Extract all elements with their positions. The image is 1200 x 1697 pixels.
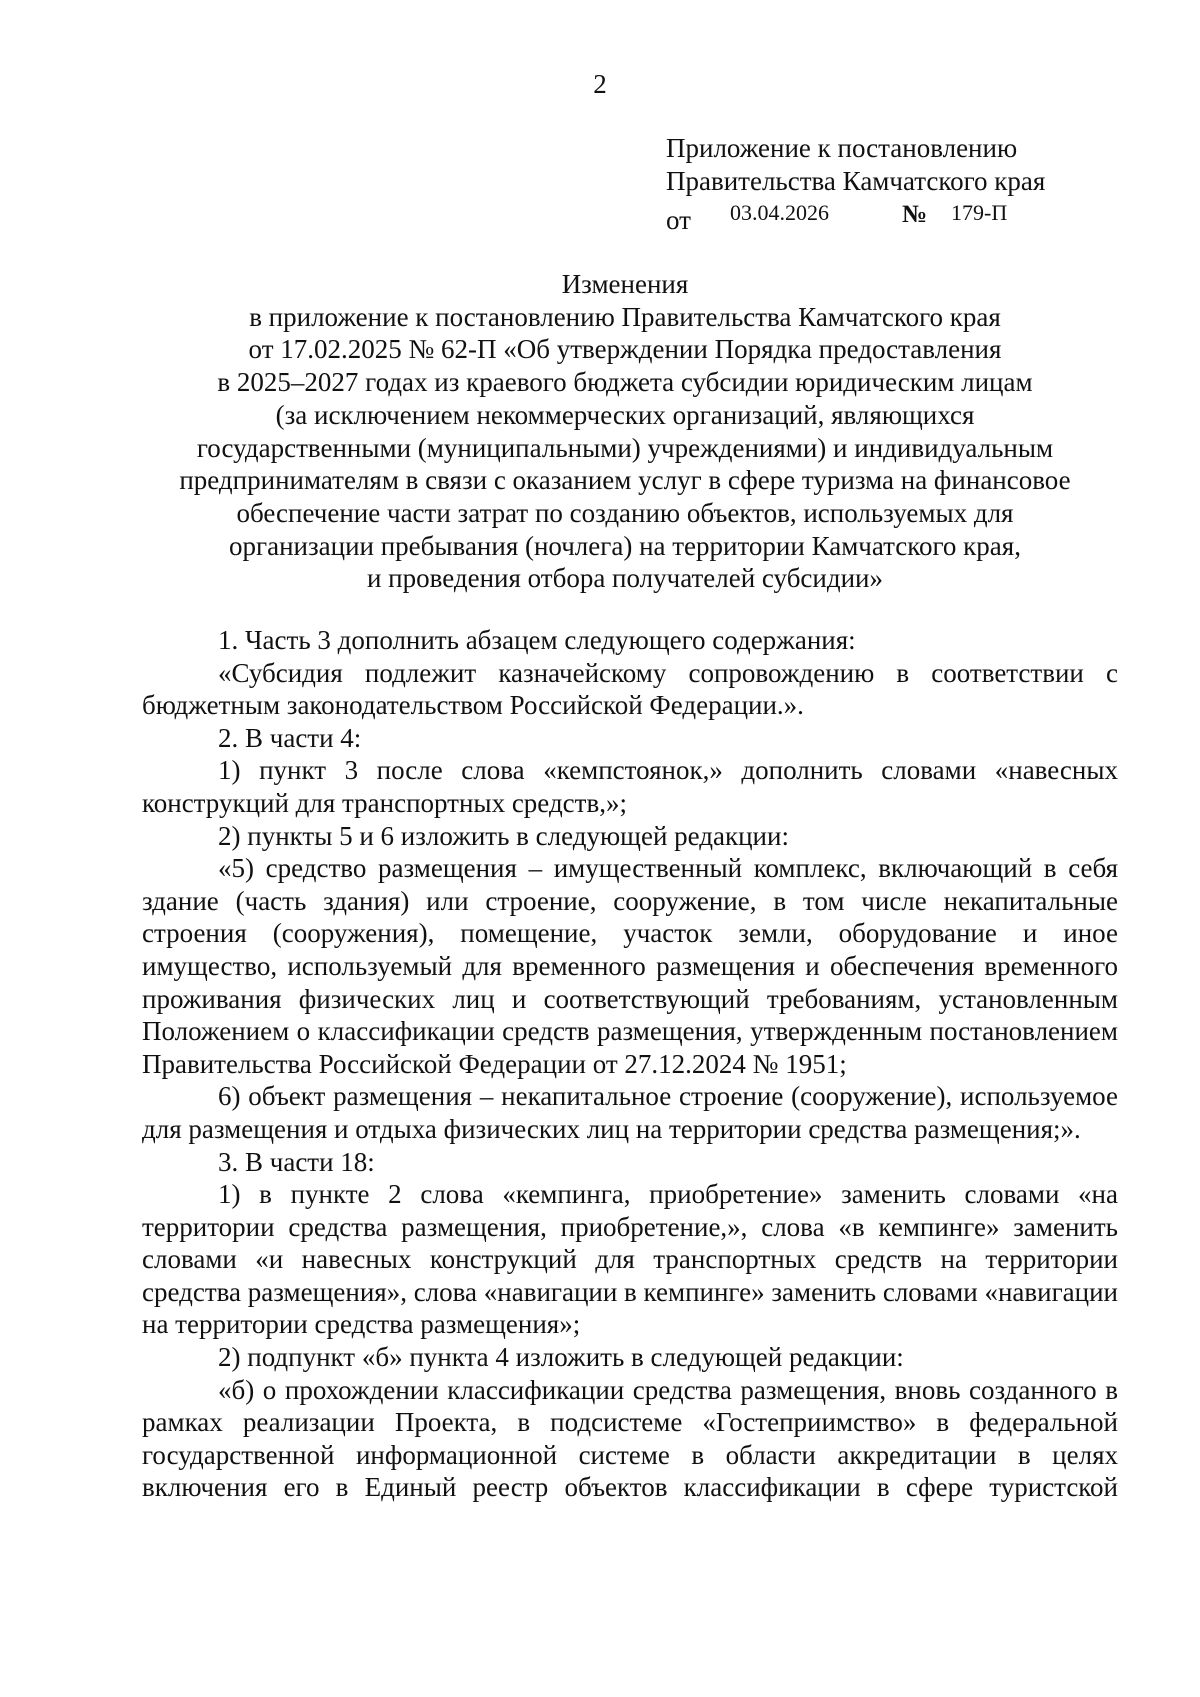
appendix-date: 03.04.2026 <box>730 200 829 225</box>
page-number: 2 <box>593 69 607 99</box>
appendix-line-1: Приложение к постановлению <box>666 133 1018 163</box>
body-paragraph: 2. В части 4: <box>218 722 362 753</box>
appendix-reference <box>666 198 1136 235</box>
document-body <box>142 624 1118 1504</box>
title-line: Изменения <box>561 269 689 299</box>
body-paragraph: 3. В части 18: <box>218 1146 375 1177</box>
title-line: предпринимателям в связи с оказанием услуг в сфере туризма на финансовое <box>179 465 1071 496</box>
title-line: обеспечение части затрат по созданию объектов, используемых для <box>236 497 1014 528</box>
appendix-number-sign: № <box>902 201 928 228</box>
appendix-line-2: Правительства Камчатского края <box>666 166 1046 196</box>
body-paragraph: 1. Часть 3 дополнить абзацем следующего содержания: <box>218 625 856 655</box>
title-line: от 17.02.2025 № 62-П «Об утверждении Порядка предоставления <box>248 334 1002 365</box>
body-paragraph: 2) пункты 5 и 6 изложить в следующей редакции: <box>218 820 789 851</box>
title-line: в приложение к постановлению Правительства Камчатского края <box>249 301 1001 332</box>
appendix-from-label: от <box>666 205 691 235</box>
document-title <box>130 268 1120 595</box>
appendix-number: 179-П <box>951 200 1008 225</box>
appendix-header <box>666 132 1136 235</box>
body-paragraph: «5) средство размещения – имущественный комплекс, включающий в себя здание (часть здания) или строение, сооружение, в том числе некапитальные строения (сооружения), помещение, участок земли, оборудование и иное имущество, используемый для временного размещения и обеспечения временного проживания физических лиц и соответствующий требованиям, установленным Положением о классификации средств размещения, утвержденным постановлением Правительства Российской Федерации от 27.12.2024 № 1951; <box>142 853 1118 1079</box>
body-paragraph: «б) о прохождении классификации средства размещения, вновь созданного в рамках реализации Проекта, в подсистеме «Гостеприимство» в федеральной государственной информационной системе в области аккредитации в целях включения его в Единый реестр объектов классификации в сфере туристской <box>142 1374 1118 1503</box>
body-paragraph: 1) в пункте 2 слова «кемпинга, приобретение» заменить словами «на территории средства размещения, приобретение,», слова «в кемпинге» заменить словами «и навесных конструкций для транспортных средств на территории средства размещения», слова «навигации в кемпинге» заменить словами «навигации на территории средства размещения»; <box>142 1179 1119 1340</box>
body-paragraph: 6) объект размещения – некапитальное строение (сооружение), используемое для размещения и отдыха физических лиц на территории средства размещения;». <box>142 1081 1118 1144</box>
body-paragraph: 2) подпункт «б» пункта 4 изложить в следующей редакции: <box>218 1342 904 1373</box>
title-line: и проведения отбора получателей субсидии» <box>366 563 884 594</box>
body-paragraph: 1) пункт 3 после слова «кемпстоянок,» дополнить словами «навесных конструкций для транспортных средств,»; <box>142 755 1118 818</box>
title-line: в 2025–2027 годах из краевого бюджета субсидии юридическим лицам <box>217 367 1033 398</box>
title-line: (за исключением некоммерческих организаций, являющихся <box>275 399 975 430</box>
title-line: организации пребывания (ночлега) на территории Камчатского края, <box>229 530 1021 561</box>
body-paragraph: «Субсидия подлежит казначейскому сопровождению в соответствии с бюджетным законодательством Российской Федерации.». <box>142 657 1118 721</box>
title-line: государственными (муниципальными) учреждениями) и индивидуальным <box>196 432 1054 463</box>
